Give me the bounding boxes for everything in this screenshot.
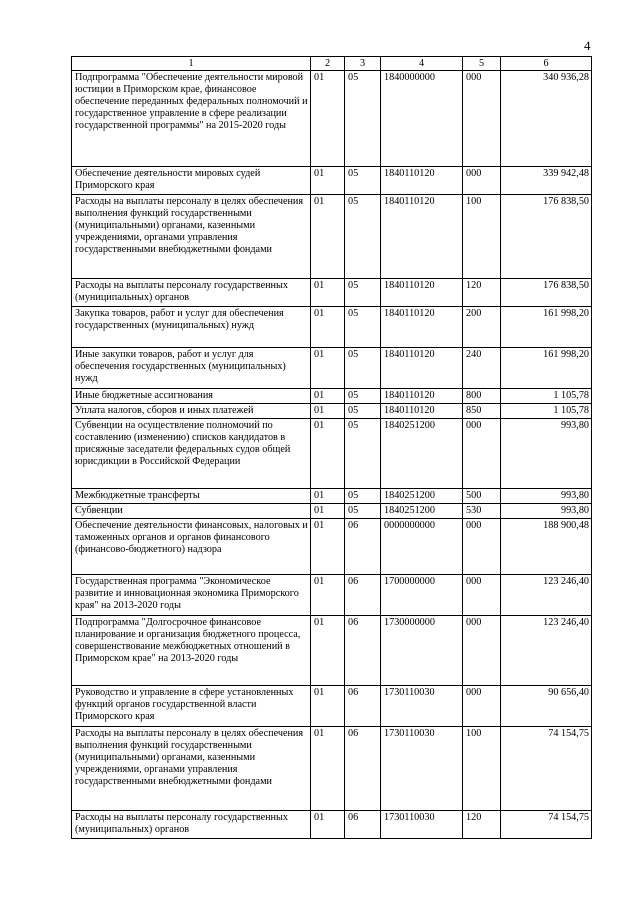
row-target-article-cell: 1700000000	[381, 575, 463, 616]
row-expense-type-cell: 000	[463, 167, 501, 195]
row-name-cell: Государственная программа "Экономическое развитие и инновационная экономика Приморского края" на 2013-2020 годы	[72, 575, 311, 616]
table-row	[72, 727, 592, 811]
row-target-article-cell: 1840251200	[381, 489, 463, 504]
row-target-article-cell: 1840251200	[381, 419, 463, 489]
page-number: 4	[584, 38, 591, 53]
row-amount-cell: 1 105,78	[501, 389, 592, 404]
row-name-cell: Подпрограмма "Обеспечение деятельности мировой юстиции в Приморском крае, финансовое обеспечение переданных федеральных полномочий и государственное управление в сфере реализации государственной программы" на 2015-2020 годы	[72, 71, 311, 167]
row-subsection-cell: 05	[345, 307, 381, 348]
row-section-cell: 01	[311, 167, 345, 195]
row-section-cell: 01	[311, 504, 345, 519]
table-row	[72, 616, 592, 686]
row-name-cell: Субвенции на осуществление полномочий по составлению (изменению) списков кандидатов в присяжные заседатели федеральных судов общей юрисдикции в Российской Федерации	[72, 419, 311, 489]
row-target-article-cell: 1730110030	[381, 811, 463, 839]
row-name-cell: Уплата налогов, сборов и иных платежей	[72, 404, 311, 419]
row-subsection-cell: 06	[345, 811, 381, 839]
row-name-cell: Обеспечение деятельности финансовых, налоговых и таможенных органов и органов финансового (финансово-бюджетного) надзора	[72, 519, 311, 575]
row-section-cell: 01	[311, 575, 345, 616]
table-row	[72, 167, 592, 195]
row-amount-cell: 993,80	[501, 504, 592, 519]
row-subsection-cell: 05	[345, 71, 381, 167]
row-amount-cell: 1 105,78	[501, 404, 592, 419]
table-row	[72, 504, 592, 519]
table-row	[72, 489, 592, 504]
row-amount-cell: 993,80	[501, 489, 592, 504]
row-amount-cell: 188 900,48	[501, 519, 592, 575]
row-section-cell: 01	[311, 279, 345, 307]
header-cell: 5	[463, 57, 501, 71]
row-subsection-cell: 06	[345, 727, 381, 811]
header-cell: 3	[345, 57, 381, 71]
row-subsection-cell: 06	[345, 616, 381, 686]
row-amount-cell: 74 154,75	[501, 727, 592, 811]
row-subsection-cell: 05	[345, 167, 381, 195]
row-name-cell: Расходы на выплаты персоналу государственных (муниципальных) органов	[72, 279, 311, 307]
row-subsection-cell: 05	[345, 348, 381, 389]
header-cell: 6	[501, 57, 592, 71]
row-amount-cell: 993,80	[501, 419, 592, 489]
row-expense-type-cell: 000	[463, 616, 501, 686]
header-cell: 4	[381, 57, 463, 71]
row-section-cell: 01	[311, 616, 345, 686]
row-target-article-cell: 1840251200	[381, 504, 463, 519]
header-cell: 2	[311, 57, 345, 71]
row-subsection-cell: 05	[345, 404, 381, 419]
row-target-article-cell: 1840110120	[381, 404, 463, 419]
row-section-cell: 01	[311, 419, 345, 489]
row-amount-cell: 161 998,20	[501, 307, 592, 348]
row-expense-type-cell: 120	[463, 811, 501, 839]
row-expense-type-cell: 500	[463, 489, 501, 504]
row-expense-type-cell: 530	[463, 504, 501, 519]
row-section-cell: 01	[311, 195, 345, 279]
row-name-cell: Расходы на выплаты персоналу в целях обеспечения выполнения функций государственными (муниципальными) органами, казенными учреждениями, органами управления государственными внебюджетными фондами	[72, 727, 311, 811]
row-amount-cell: 74 154,75	[501, 811, 592, 839]
row-expense-type-cell: 000	[463, 575, 501, 616]
table-row	[72, 419, 592, 489]
row-amount-cell: 339 942,48	[501, 167, 592, 195]
row-subsection-cell: 05	[345, 419, 381, 489]
row-target-article-cell: 1840110120	[381, 348, 463, 389]
budget-table	[71, 56, 592, 839]
row-section-cell: 01	[311, 71, 345, 167]
table-row	[72, 279, 592, 307]
row-section-cell: 01	[311, 686, 345, 727]
row-name-cell: Расходы на выплаты персоналу в целях обеспечения выполнения функций государственными (муниципальными) органами, казенными учреждениями, органами управления государственными внебюджетными фондами	[72, 195, 311, 279]
row-expense-type-cell: 800	[463, 389, 501, 404]
row-section-cell: 01	[311, 811, 345, 839]
row-expense-type-cell: 000	[463, 419, 501, 489]
row-name-cell: Руководство и управление в сфере установленных функций органов государственной власти Приморского края	[72, 686, 311, 727]
table-row	[72, 686, 592, 727]
table-row	[72, 519, 592, 575]
row-expense-type-cell: 240	[463, 348, 501, 389]
row-name-cell: Подпрограмма "Долгосрочное финансовое планирование и организация бюджетного процесса, совершенствование межбюджетных отношений в Приморском крае" на 2013-2020 годы	[72, 616, 311, 686]
row-target-article-cell: 1840110120	[381, 389, 463, 404]
table-row	[72, 575, 592, 616]
row-expense-type-cell: 000	[463, 519, 501, 575]
table-row	[72, 307, 592, 348]
row-amount-cell: 176 838,50	[501, 279, 592, 307]
row-subsection-cell: 05	[345, 279, 381, 307]
row-name-cell: Межбюджетные трансферты	[72, 489, 311, 504]
table-row	[72, 404, 592, 419]
row-subsection-cell: 06	[345, 686, 381, 727]
row-expense-type-cell: 200	[463, 307, 501, 348]
table-row	[72, 389, 592, 404]
row-expense-type-cell: 000	[463, 686, 501, 727]
row-target-article-cell: 1730110030	[381, 686, 463, 727]
row-subsection-cell: 05	[345, 195, 381, 279]
row-target-article-cell: 1840000000	[381, 71, 463, 167]
row-subsection-cell: 06	[345, 519, 381, 575]
row-target-article-cell: 0000000000	[381, 519, 463, 575]
row-target-article-cell: 1840110120	[381, 167, 463, 195]
header-cell: 1	[72, 57, 311, 71]
row-section-cell: 01	[311, 727, 345, 811]
row-name-cell: Обеспечение деятельности мировых судей Приморского края	[72, 167, 311, 195]
row-section-cell: 01	[311, 348, 345, 389]
row-amount-cell: 340 936,28	[501, 71, 592, 167]
row-target-article-cell: 1840110120	[381, 195, 463, 279]
row-section-cell: 01	[311, 519, 345, 575]
row-subsection-cell: 05	[345, 489, 381, 504]
row-name-cell: Субвенции	[72, 504, 311, 519]
row-name-cell: Закупка товаров, работ и услуг для обеспечения государственных (муниципальных) нужд	[72, 307, 311, 348]
row-target-article-cell: 1730000000	[381, 616, 463, 686]
row-amount-cell: 176 838,50	[501, 195, 592, 279]
table-row	[72, 348, 592, 389]
row-expense-type-cell: 100	[463, 195, 501, 279]
row-target-article-cell: 1730110030	[381, 727, 463, 811]
row-name-cell: Иные бюджетные ассигнования	[72, 389, 311, 404]
row-subsection-cell: 05	[345, 389, 381, 404]
header-row	[72, 57, 592, 71]
table-row	[72, 71, 592, 167]
row-section-cell: 01	[311, 389, 345, 404]
row-expense-type-cell: 100	[463, 727, 501, 811]
row-section-cell: 01	[311, 307, 345, 348]
row-expense-type-cell: 000	[463, 71, 501, 167]
row-amount-cell: 123 246,40	[501, 616, 592, 686]
row-target-article-cell: 1840110120	[381, 307, 463, 348]
row-expense-type-cell: 850	[463, 404, 501, 419]
row-target-article-cell: 1840110120	[381, 279, 463, 307]
row-name-cell: Расходы на выплаты персоналу государственных (муниципальных) органов	[72, 811, 311, 839]
table-row	[72, 811, 592, 839]
row-section-cell: 01	[311, 404, 345, 419]
row-amount-cell: 123 246,40	[501, 575, 592, 616]
row-subsection-cell: 06	[345, 575, 381, 616]
table-row	[72, 195, 592, 279]
row-amount-cell: 161 998,20	[501, 348, 592, 389]
row-expense-type-cell: 120	[463, 279, 501, 307]
row-name-cell: Иные закупки товаров, работ и услуг для обеспечения государственных (муниципальных) нужд	[72, 348, 311, 389]
row-amount-cell: 90 656,40	[501, 686, 592, 727]
row-section-cell: 01	[311, 489, 345, 504]
row-subsection-cell: 05	[345, 504, 381, 519]
